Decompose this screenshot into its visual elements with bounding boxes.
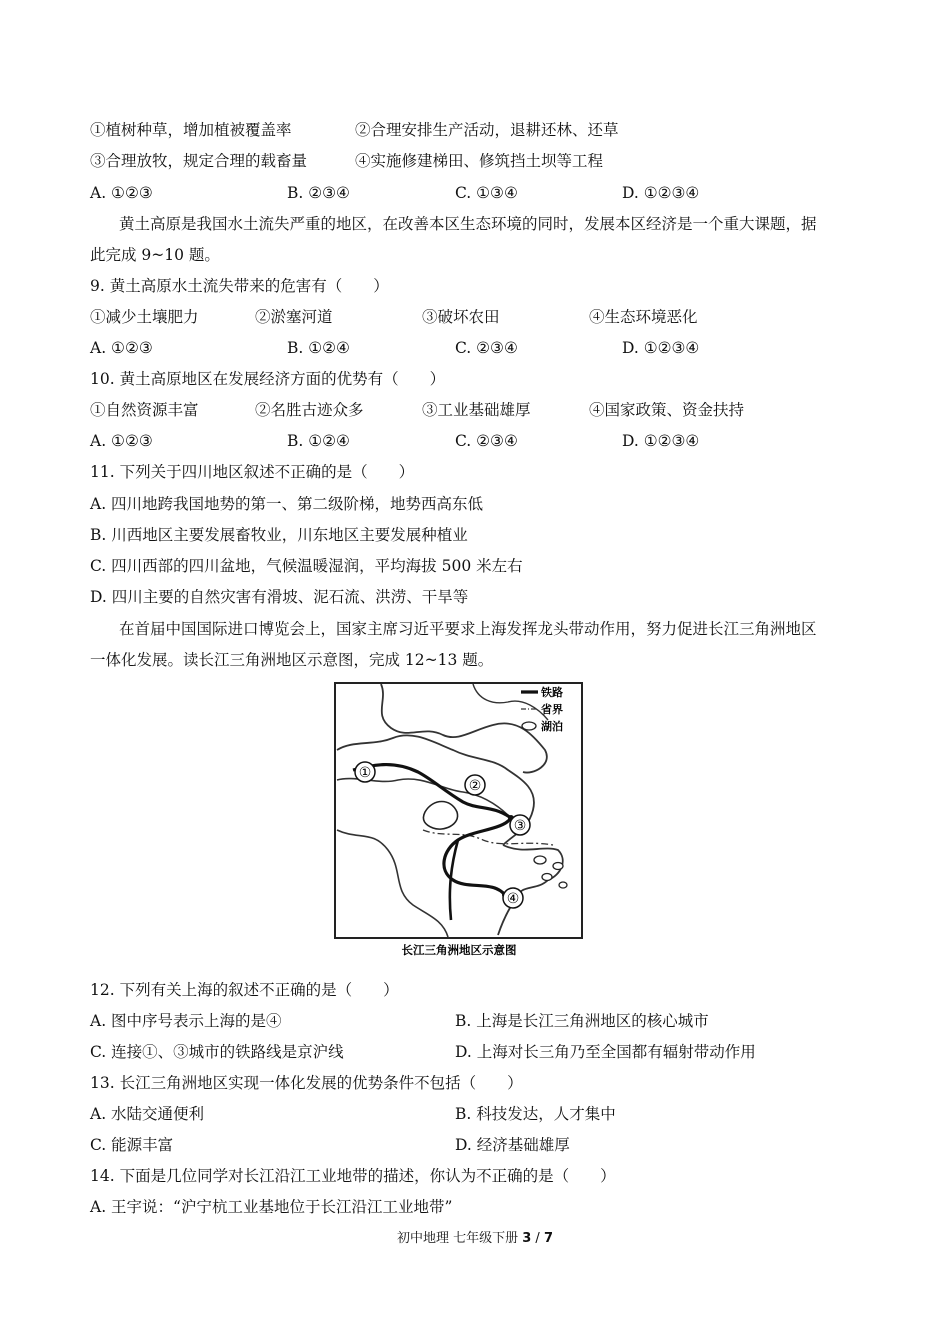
map-figure [333,680,585,962]
intro-12-13-line2: 一体化发展。读长江三角洲地区示意图，完成 12~13 题。 [90,651,494,669]
footer-total: 7 [543,1231,553,1246]
q10-item-2: ②名胜古迹众多 [255,401,364,419]
q10-item-1: ①自然资源丰富 [90,401,199,419]
q10-item-3: ③工业基础雄厚 [422,401,531,419]
q9-item-2: ②淤塞河道 [255,308,333,326]
footer-title: 初中地理 七年级下册 [396,1231,523,1246]
measure-4: ④实施修建梯田、修筑挡土坝等工程 [355,152,604,170]
legend-lake-symbol [522,722,536,730]
q14-stem: 14. 下面是几位同学对长江沿江工业地带的描述，你认为不正确的是（ ） [90,1167,616,1185]
legend-rail: 铁路 [541,686,563,699]
q13-option-d: D. 经济基础雄厚 [455,1136,570,1154]
measure-3: ③合理放牧，规定合理的载畜量 [90,152,308,170]
q9-option-d: D. ①②③④ [622,339,700,357]
q9-item-3: ③破坏农田 [422,308,500,326]
legend-boundary: 省界 [541,703,563,716]
marker-3: ③ [513,818,527,834]
map-caption: 长江三角洲地区示意图 [401,943,517,957]
q9-item-1: ①减少土壤肥力 [90,308,199,326]
q13-stem: 13. 长江三角洲地区实现一体化发展的优势条件不包括（ ） [90,1074,523,1092]
q10-option-d: D. ①②③④ [622,432,700,450]
q9-item-4: ④生态环境恶化 [589,308,698,326]
q9-stem: 9. 黄土高原水土流失带来的危害有（ ） [90,277,389,295]
island-2 [553,863,563,870]
option-a: A. ①②③ [90,184,153,202]
q12-option-a: A. 图中序号表示上海的是④ [90,1012,282,1030]
q11-stem: 11. 下列关于四川地区叙述不正确的是（ ） [90,463,415,481]
q11-option-d: D. 四川主要的自然灾害有滑坡、泥石流、洪涝、干旱等 [90,588,469,606]
q14-option-a: A. 王宇说：“沪宁杭工业基地位于长江沿江工业地带” [90,1198,453,1216]
q10-option-b: B. ①②④ [287,432,350,450]
q12-option-d: D. 上海对长三角乃至全国都有辐射带动作用 [455,1043,756,1061]
marker-2: ② [468,778,482,794]
q9-option-c: C. ②③④ [455,339,518,357]
intro-9-10-line1: 黄土高原是我国水土流失严重的地区，在改善本区生态环境的同时，发展本区经济是一个重大课题，据 [119,215,817,233]
q11-option-a: A. 四川地跨我国地势的第一、第二级阶梯，地势西高东低 [90,495,484,513]
page-footer [0,1227,950,1246]
q12-option-b: B. 上海是长江三角洲地区的核心城市 [455,1012,709,1030]
marker-4: ④ [506,891,520,907]
q13-option-a: A. 水陆交通便利 [90,1105,205,1123]
footer-sep: / [531,1231,544,1246]
island-4 [559,882,567,888]
q12-stem: 12. 下列有关上海的叙述不正确的是（ ） [90,981,399,999]
intro-9-10-line2: 此完成 9~10 题。 [90,246,220,264]
marker-1: ① [358,765,372,781]
q9-option-b: B. ①②④ [287,339,350,357]
q9-option-a: A. ①②③ [90,339,153,357]
q10-stem: 10. 黄土高原地区在发展经济方面的优势有（ ） [90,370,446,388]
q12-option-c: C. 连接①、③城市的铁路线是京沪线 [90,1043,344,1061]
option-b: B. ②③④ [287,184,350,202]
island-3 [542,874,552,881]
q10-option-c: C. ②③④ [455,432,518,450]
q10-option-a: A. ①②③ [90,432,153,450]
measure-1: ①植树种草，增加植被覆盖率 [90,121,292,139]
option-c: C. ①③④ [455,184,518,202]
q13-option-c: C. 能源丰富 [90,1136,174,1154]
legend-lake: 湖泊 [541,720,563,733]
yangtze-delta-map [333,680,585,962]
q11-option-b: B. 川西地区主要发展畜牧业，川东地区主要发展种植业 [90,526,468,544]
q13-option-b: B. 科技发达，人才集中 [455,1105,616,1123]
q10-item-4: ④国家政策、资金扶持 [589,401,745,419]
island-1 [534,856,546,864]
option-d: D. ①②③④ [622,184,700,202]
measure-2: ②合理安排生产活动，退耕还林、还草 [355,121,619,139]
footer-page: 3 [522,1231,532,1246]
q11-option-c: C. 四川西部的四川盆地，气候温暖湿润，平均海拔 500 米左右 [90,557,523,575]
intro-12-13-line1: 在首届中国国际进口博览会上，国家主席习近平要求上海发挥龙头带动作用，努力促进长江三角洲地区 [119,620,817,638]
